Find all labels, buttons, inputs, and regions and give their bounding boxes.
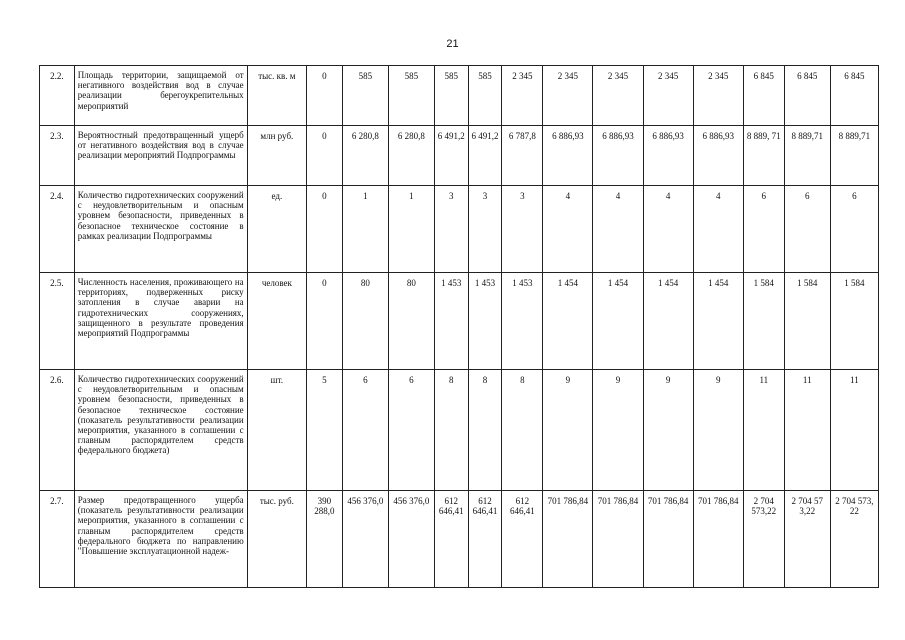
value-cell: 1 454	[593, 273, 643, 370]
value-cell: 6 491,2	[468, 126, 502, 186]
value-cell: 9	[693, 370, 743, 491]
value-cell: 2 345	[543, 66, 593, 126]
value-cell: 6	[342, 370, 388, 491]
unit-of-measure: ед.	[247, 186, 306, 273]
value-cell: 701 786,84	[593, 491, 643, 588]
unit-of-measure: тыс. руб.	[247, 491, 306, 588]
value-cell: 1 453	[502, 273, 543, 370]
value-cell: 6 886,93	[543, 126, 593, 186]
value-cell: 11	[830, 370, 878, 491]
value-cell: 11	[743, 370, 784, 491]
value-cell: 11	[784, 370, 830, 491]
value-cell: 6	[830, 186, 878, 273]
indicator-description: Количество гидротехнических сооружений с неудовлетворительным и опасным уровнем безопасности, приведенных в безопасное техническое состояние (показатель результативности реализации мероприятия, указанного в соглашении с главным распорядителем средств федерального бюджета)	[74, 370, 247, 491]
value-cell: 612 646,41	[468, 491, 502, 588]
unit-of-measure: человек	[247, 273, 306, 370]
value-cell: 2 704 57 3,22	[784, 491, 830, 588]
value-cell: 6 280,8	[388, 126, 434, 186]
value-cell: 2 345	[593, 66, 643, 126]
value-cell: 2 345	[502, 66, 543, 126]
value-cell: 0	[307, 126, 343, 186]
value-cell: 1	[388, 186, 434, 273]
unit-of-measure: шт.	[247, 370, 306, 491]
row-number: 2.3.	[40, 126, 75, 186]
indicator-description: Площадь территории, защищаемой от негативного воздействия вод в случае реализации берегоукрепительных мероприятий	[74, 66, 247, 126]
value-cell: 4	[593, 186, 643, 273]
indicators-table	[39, 65, 879, 588]
value-cell: 3	[434, 186, 468, 273]
value-cell: 2 345	[643, 66, 693, 126]
value-cell: 2 345	[693, 66, 743, 126]
value-cell: 4	[693, 186, 743, 273]
value-cell: 1 454	[643, 273, 693, 370]
value-cell: 456 376,0	[342, 491, 388, 588]
row-number: 2.2.	[40, 66, 75, 126]
value-cell: 6 845	[743, 66, 784, 126]
value-cell: 6	[743, 186, 784, 273]
value-cell: 8 889,71	[784, 126, 830, 186]
value-cell: 6 280,8	[342, 126, 388, 186]
value-cell: 4	[643, 186, 693, 273]
value-cell: 6	[388, 370, 434, 491]
indicator-description: Численность населения, проживающего на территориях, подверженных риску затопления в случае аварии на гидротехнических сооружениях, защищенного в результате проведения мероприятий Подпрограммы	[74, 273, 247, 370]
value-cell: 6 886,93	[643, 126, 693, 186]
value-cell: 585	[342, 66, 388, 126]
value-cell: 701 786,84	[543, 491, 593, 588]
value-cell: 6 491,2	[434, 126, 468, 186]
value-cell: 6 787,8	[502, 126, 543, 186]
value-cell: 2 704 573,22	[743, 491, 784, 588]
value-cell: 8 889, 71	[743, 126, 784, 186]
value-cell: 80	[388, 273, 434, 370]
row-number: 2.6.	[40, 370, 75, 491]
indicator-description: Вероятностный предотвращенный ущерб от негативного воздействия вод в случае реализации мероприятий Подпрограммы	[74, 126, 247, 186]
value-cell: 5	[307, 370, 343, 491]
value-cell: 8 889,71	[830, 126, 878, 186]
value-cell: 8	[468, 370, 502, 491]
value-cell: 9	[593, 370, 643, 491]
value-cell: 1 454	[693, 273, 743, 370]
indicator-description: Размер предотвращенного ущерба (показатель результативности реализации мероприятия, указанного в соглашении с главным распорядителем средств федерального бюджета по направлению "Повышение эксплуатационной надеж-	[74, 491, 247, 588]
table-row	[40, 273, 879, 370]
value-cell: 1 453	[434, 273, 468, 370]
table-row	[40, 186, 879, 273]
value-cell: 0	[307, 66, 343, 126]
value-cell: 3	[468, 186, 502, 273]
row-number: 2.4.	[40, 186, 75, 273]
value-cell: 3	[502, 186, 543, 273]
value-cell: 9	[643, 370, 693, 491]
value-cell: 585	[388, 66, 434, 126]
value-cell: 1 453	[468, 273, 502, 370]
value-cell: 1 454	[543, 273, 593, 370]
page-number: 21	[446, 38, 459, 50]
value-cell: 456 376,0	[388, 491, 434, 588]
value-cell: 1 584	[830, 273, 878, 370]
row-number: 2.5.	[40, 273, 75, 370]
table-row	[40, 491, 879, 588]
unit-of-measure: млн руб.	[247, 126, 306, 186]
value-cell: 6 845	[830, 66, 878, 126]
value-cell: 1	[342, 186, 388, 273]
value-cell: 390 288,0	[307, 491, 343, 588]
value-cell: 612 646,41	[434, 491, 468, 588]
value-cell: 585	[468, 66, 502, 126]
value-cell: 6 886,93	[593, 126, 643, 186]
value-cell: 0	[307, 186, 343, 273]
value-cell: 6 845	[784, 66, 830, 126]
value-cell: 6	[784, 186, 830, 273]
value-cell: 2 704 573, 22	[830, 491, 878, 588]
row-number: 2.7.	[40, 491, 75, 588]
value-cell: 1 584	[743, 273, 784, 370]
value-cell: 9	[543, 370, 593, 491]
value-cell: 6 886,93	[693, 126, 743, 186]
value-cell: 701 786,84	[643, 491, 693, 588]
value-cell: 0	[307, 273, 343, 370]
value-cell: 585	[434, 66, 468, 126]
value-cell: 612 646,41	[502, 491, 543, 588]
value-cell: 701 786,84	[693, 491, 743, 588]
value-cell: 8	[502, 370, 543, 491]
value-cell: 80	[342, 273, 388, 370]
unit-of-measure: тыс. кв. м	[247, 66, 306, 126]
table-row	[40, 370, 879, 491]
table-row	[40, 66, 879, 126]
indicator-description: Количество гидротехнических сооружений с неудовлетворительным и опасным уровнем безопасности, приведенных в безопасное техническое состояние в рамках реализации Подпрограммы	[74, 186, 247, 273]
value-cell: 8	[434, 370, 468, 491]
table-row	[40, 126, 879, 186]
value-cell: 1 584	[784, 273, 830, 370]
value-cell: 4	[543, 186, 593, 273]
